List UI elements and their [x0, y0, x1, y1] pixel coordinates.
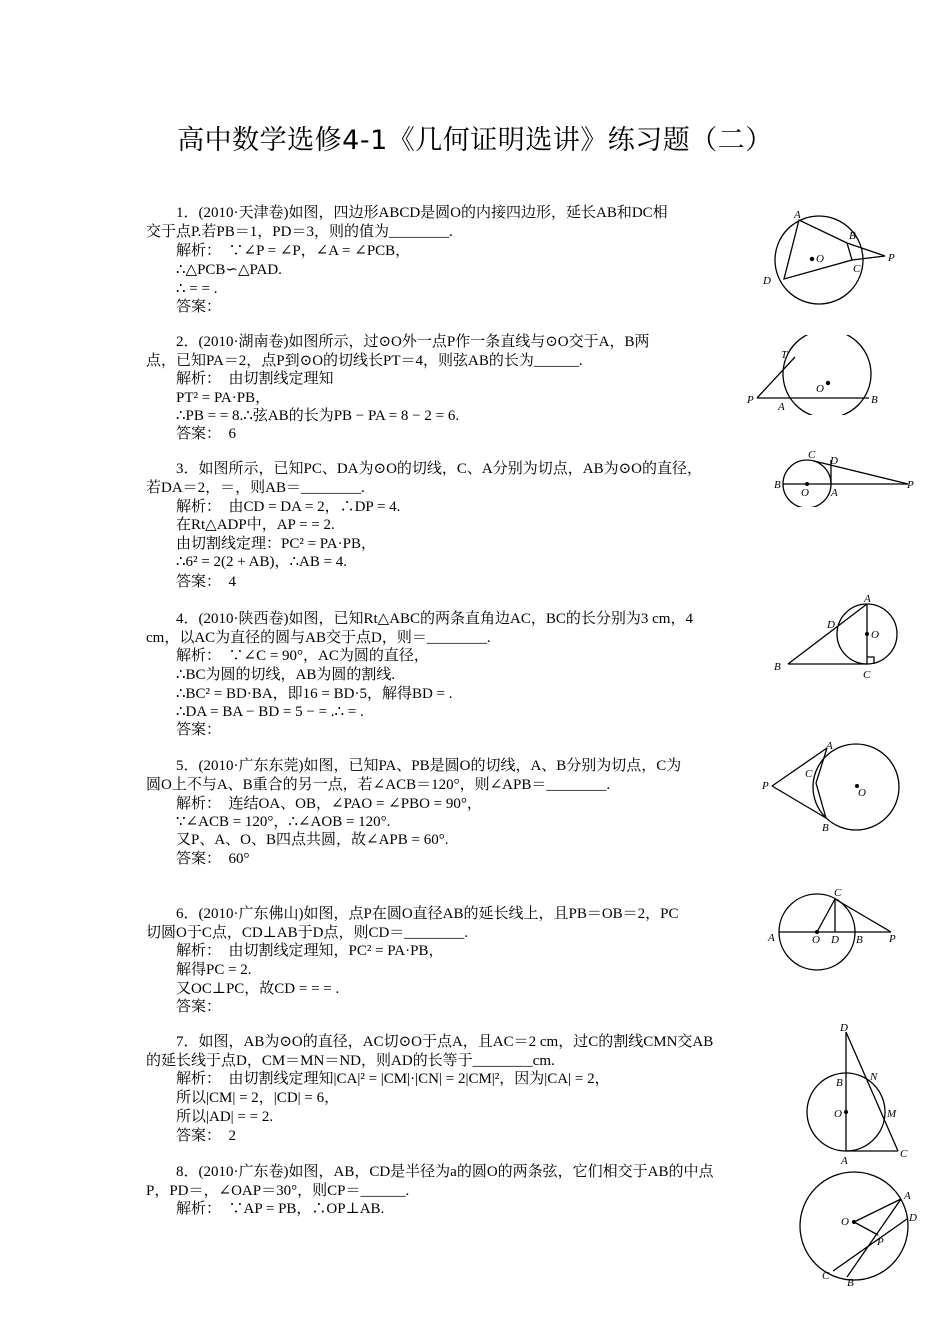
fig8-label-a: A [904, 1190, 911, 1202]
fig6-label-b: B [856, 934, 863, 946]
fig4-label-b: B [774, 661, 781, 673]
p7-line-6: 答案： 2 [176, 1128, 237, 1144]
p3-line-3: 解析： 由CD = DA = 2，∴DP = 4. [176, 499, 401, 515]
p5-line-3: 解析： 连结OA、OB，∠PAO = ∠PBO = 90°， [176, 796, 482, 812]
p4-line-2: cm，以AC为直径的圆与AB交于点D，则＝________. [146, 630, 491, 646]
fig4-label-d: D [827, 619, 835, 631]
p5-line-1: 5．(2010·广东东莞)如图，已知PA、PB是圆O的切线，A、B分别为切点，C为 [176, 758, 682, 774]
p7-line-2: 的延长线于点D，CM＝MN＝ND，则AD的长等于________cm. [146, 1053, 555, 1069]
fig4-label-c: C [863, 669, 871, 681]
p2-line-5: ∴PB = = 8.∴弦AB的长为PB − PA = 8 − 2 = 6. [176, 408, 460, 424]
p4-line-4: ∴BC为圆的切线，AB为圆的割线. [176, 667, 396, 683]
p8-line-3: 解析： ∵AP = PB，∴OP⊥AB. [176, 1201, 385, 1217]
fig7-label-a: A [841, 1155, 848, 1167]
fig7-label-b: B [836, 1077, 843, 1089]
fig1-label-o: O [816, 253, 824, 265]
fig7-label-d: D [840, 1022, 848, 1034]
page-title: 高中数学选修4-1《几何证明选讲》练习题（二） [177, 125, 773, 156]
p3-line-6: ∴6² = 2(2 + AB)，∴AB = 4. [176, 554, 348, 570]
p1-line-3: 解析： ∵∠P = ∠P，∠A = ∠PCB， [176, 243, 411, 259]
p6-line-5: 又OC⊥PC，故CD = = = . [176, 981, 340, 997]
fig2-label-t: T [781, 349, 788, 361]
p2-line-4: PT² = PA·PB， [176, 390, 271, 406]
fig8-label-d: D [909, 1212, 917, 1224]
fig6-label-d: D [831, 934, 839, 946]
fig5-label-a: A [826, 740, 833, 752]
fig6-label-p: P [889, 933, 896, 945]
p4-line-6: ∴DA = BA − BD = 5 − = .∴ = . [176, 704, 364, 720]
p8-line-2: P，PD＝，∠OAP＝30°，则CP＝______. [146, 1183, 410, 1199]
figure-7 [800, 1018, 915, 1168]
fig2-label-p: P [747, 394, 754, 406]
fig5-label-o: O [858, 787, 866, 799]
fig1-label-a: A [794, 209, 801, 221]
fig3-label-c: C [808, 449, 816, 461]
p6-line-2: 切圆O于C点，CD⊥AB于D点，则CD＝________. [146, 925, 469, 941]
fig5-label-p: P [762, 780, 769, 792]
p5-line-4: ∵∠ACB = 120°，∴∠AOB = 120°. [176, 814, 391, 830]
p8-line-1: 8．(2010·广东卷)如图，AB，CD是半径为a的圆O的两条弦，它们相交于AB的中点 [176, 1164, 714, 1180]
fig3-label-a: A [831, 487, 838, 499]
fig4-label-o: O [871, 629, 879, 641]
p7-line-5: 所以|AD| = = 2. [176, 1109, 274, 1125]
p1-line-5: ∴ = = . [176, 281, 218, 297]
p3-line-5: 由切割线定理：PC² = PA·PB， [176, 536, 376, 552]
fig7-label-c: C [900, 1148, 908, 1160]
fig1-label-c: C [853, 263, 861, 275]
p6-line-4: 解得PC = 2. [176, 962, 252, 978]
fig8-label-b: B [847, 1277, 854, 1289]
figure-3 [770, 447, 920, 507]
p6-line-6: 答案： [176, 999, 222, 1015]
fig5-label-c: C [805, 768, 813, 780]
fig2-label-a: A [778, 401, 785, 413]
p3-line-1: 3．如图所示，已知PC、DA为⊙O的切线，C、A分别为切点，AB为⊙O的直径， [176, 461, 702, 477]
p2-line-3: 解析： 由切割线定理知 [176, 371, 334, 387]
fig3-label-d: D [830, 455, 838, 467]
fig2-label-b: B [871, 394, 878, 406]
fig1-label-p: P [888, 252, 895, 264]
fig5-label-b: B [822, 822, 829, 834]
p4-line-7: 答案： [176, 722, 222, 738]
p2-line-1: 2．(2010·湖南卷)如图所示，过⊙O外一点P作一条直线与⊙O交于A，B两 [176, 334, 650, 350]
fig8-label-p: P [877, 1236, 884, 1248]
p2-line-2: 点，已知PA＝2，点P到⊙O的切线长PT＝4，则弦AB的长为______. [146, 353, 583, 369]
fig3-label-o: O [801, 487, 809, 499]
fig8-label-o: O [841, 1216, 849, 1228]
p5-line-2: 圆O上不与A、B重合的另一点，若∠ACB＝120°，则∠APB＝________. [146, 777, 611, 793]
fig6-label-a: A [768, 932, 775, 944]
fig6-label-o: O [812, 934, 820, 946]
p7-line-4: 所以|CM| = 2，|CD| = 6， [176, 1090, 340, 1106]
fig7-label-o: O [834, 1108, 842, 1120]
p4-line-3: 解析： ∵∠C = 90°，AC为圆的直径， [176, 648, 429, 664]
p1-line-6: 答案： [176, 299, 222, 315]
fig3-label-b: B [774, 479, 781, 491]
p1-line-1: 1．(2010·天津卷)如图，四边形ABCD是圆O的内接四边形，延长AB和DC相 [176, 205, 668, 221]
p2-line-6: 答案： 6 [176, 426, 237, 442]
fig8-label-c: C [822, 1270, 830, 1282]
p4-line-5: ∴BC² = BD·BA，即16 = BD·5，解得BD = . [176, 686, 453, 702]
p5-line-6: 答案： 60° [176, 851, 250, 867]
figure-8 [795, 1165, 930, 1290]
p1-line-4: ∴△PCB∽△PAD. [176, 262, 282, 278]
fig3-label-p: P [907, 479, 914, 491]
p5-line-5: 又P、A、O、B四点共圆，故∠APB = 60°. [176, 832, 449, 848]
p1-line-2: 交于点P.若PB＝1，PD＝3，则的值为________. [146, 224, 453, 240]
figure-5 [760, 738, 910, 838]
p6-line-3: 解析： 由切割线定理知，PC² = PA·PB， [176, 943, 444, 959]
p3-line-7: 答案： 4 [176, 574, 237, 590]
fig2-label-o: O [816, 383, 824, 395]
fig6-label-c: C [834, 887, 842, 899]
p3-line-4: 在Rt△ADP中，AP = = 2. [176, 517, 335, 533]
fig4-label-a: A [864, 593, 871, 605]
fig1-label-b: B [849, 230, 856, 242]
figure-1 [755, 205, 905, 310]
fig7-label-n: N [870, 1071, 878, 1083]
fig7-label-m: M [887, 1108, 897, 1120]
p7-line-1: 7．如图，AB为⊙O的直径，AC切⊙O于点A，且AC＝2 cm，过C的割线CMN交AB [176, 1034, 714, 1050]
fig1-label-d: D [763, 275, 771, 287]
figure-6 [765, 885, 915, 975]
figure-2 [745, 335, 895, 415]
p6-line-1: 6．(2010·广东佛山)如图，点P在圆O直径AB的延长线上，且PB＝OB＝2，PC [176, 906, 679, 922]
p4-line-1: 4．(2010·陕西卷)如图，已知Rt△ABC的两条直角边AC，BC的长分别为3 cm，4 [176, 611, 693, 627]
p3-line-2: 若DA＝2，＝，则AB＝________. [146, 480, 365, 496]
figure-4 [770, 590, 905, 685]
p7-line-3: 解析： 由切割线定理知|CA|² = |CM|·|CN| = 2|CM|²，因为|CA| = 2， [176, 1071, 610, 1087]
